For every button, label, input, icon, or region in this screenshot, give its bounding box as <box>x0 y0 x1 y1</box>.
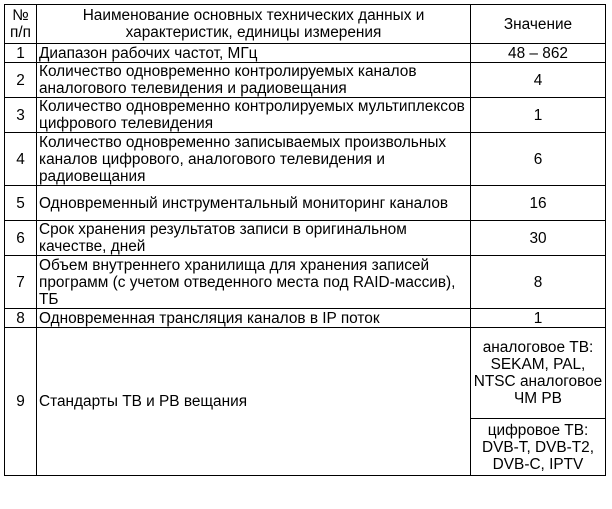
row-name: Одновременная трансляция каналов в IP поток <box>37 309 471 328</box>
row-num: 1 <box>5 44 37 63</box>
row-value: 48 – 862 <box>471 44 606 63</box>
table-row <box>5 98 606 133</box>
row-name: Диапазон рабочих частот, МГц <box>37 44 471 63</box>
row-num: 4 <box>5 133 37 186</box>
row-name: Срок хранения результатов записи в оригинальном качестве, дней <box>37 221 471 256</box>
row-num: 2 <box>5 63 37 98</box>
table-row <box>5 309 606 328</box>
row-num: 8 <box>5 309 37 328</box>
row-num: 5 <box>5 186 37 221</box>
row-name: Количество одновременно записываемых произвольных каналов цифрового, аналогового телевидения и радиовещания <box>37 133 471 186</box>
header-value: Значение <box>471 5 606 44</box>
header-num: № п/п <box>5 5 37 44</box>
row-value-digital: цифровое ТВ: DVB-T, DVB-T2, DVB-C, IPTV <box>471 419 606 476</box>
row-num: 9 <box>5 328 37 476</box>
spec-table <box>4 4 606 476</box>
row-value: 1 <box>471 98 606 133</box>
table-header-row <box>5 5 606 44</box>
row-name: Стандарты ТВ и РВ вещания <box>37 328 471 476</box>
table-row <box>5 44 606 63</box>
table-row <box>5 63 606 98</box>
row-value: 1 <box>471 309 606 328</box>
table-row <box>5 328 606 419</box>
row-name: Одновременный инструментальный мониторинг каналов <box>37 186 471 221</box>
row-name: Объем внутреннего хранилища для хранения записей программ (с учетом отведенного места под RAID-массив), ТБ <box>37 256 471 309</box>
row-value: 4 <box>471 63 606 98</box>
row-num: 3 <box>5 98 37 133</box>
table-row <box>5 133 606 186</box>
row-num: 7 <box>5 256 37 309</box>
row-value: 6 <box>471 133 606 186</box>
row-value: 16 <box>471 186 606 221</box>
row-num: 6 <box>5 221 37 256</box>
header-name: Наименование основных технических данных и характеристик, единицы измерения <box>37 5 471 44</box>
row-name: Количество одновременно контролируемых мультиплексов цифрового телевидения <box>37 98 471 133</box>
row-name: Количество одновременно контролируемых каналов аналогового телевидения и радиовещания <box>37 63 471 98</box>
table-row <box>5 186 606 221</box>
table-row <box>5 221 606 256</box>
row-value: 8 <box>471 256 606 309</box>
row-value: 30 <box>471 221 606 256</box>
row-value-analog: аналоговое ТВ: SEKAM, PAL, NTSC аналоговое ЧМ РВ <box>471 328 606 419</box>
spec-table-container <box>4 4 606 476</box>
table-row <box>5 256 606 309</box>
